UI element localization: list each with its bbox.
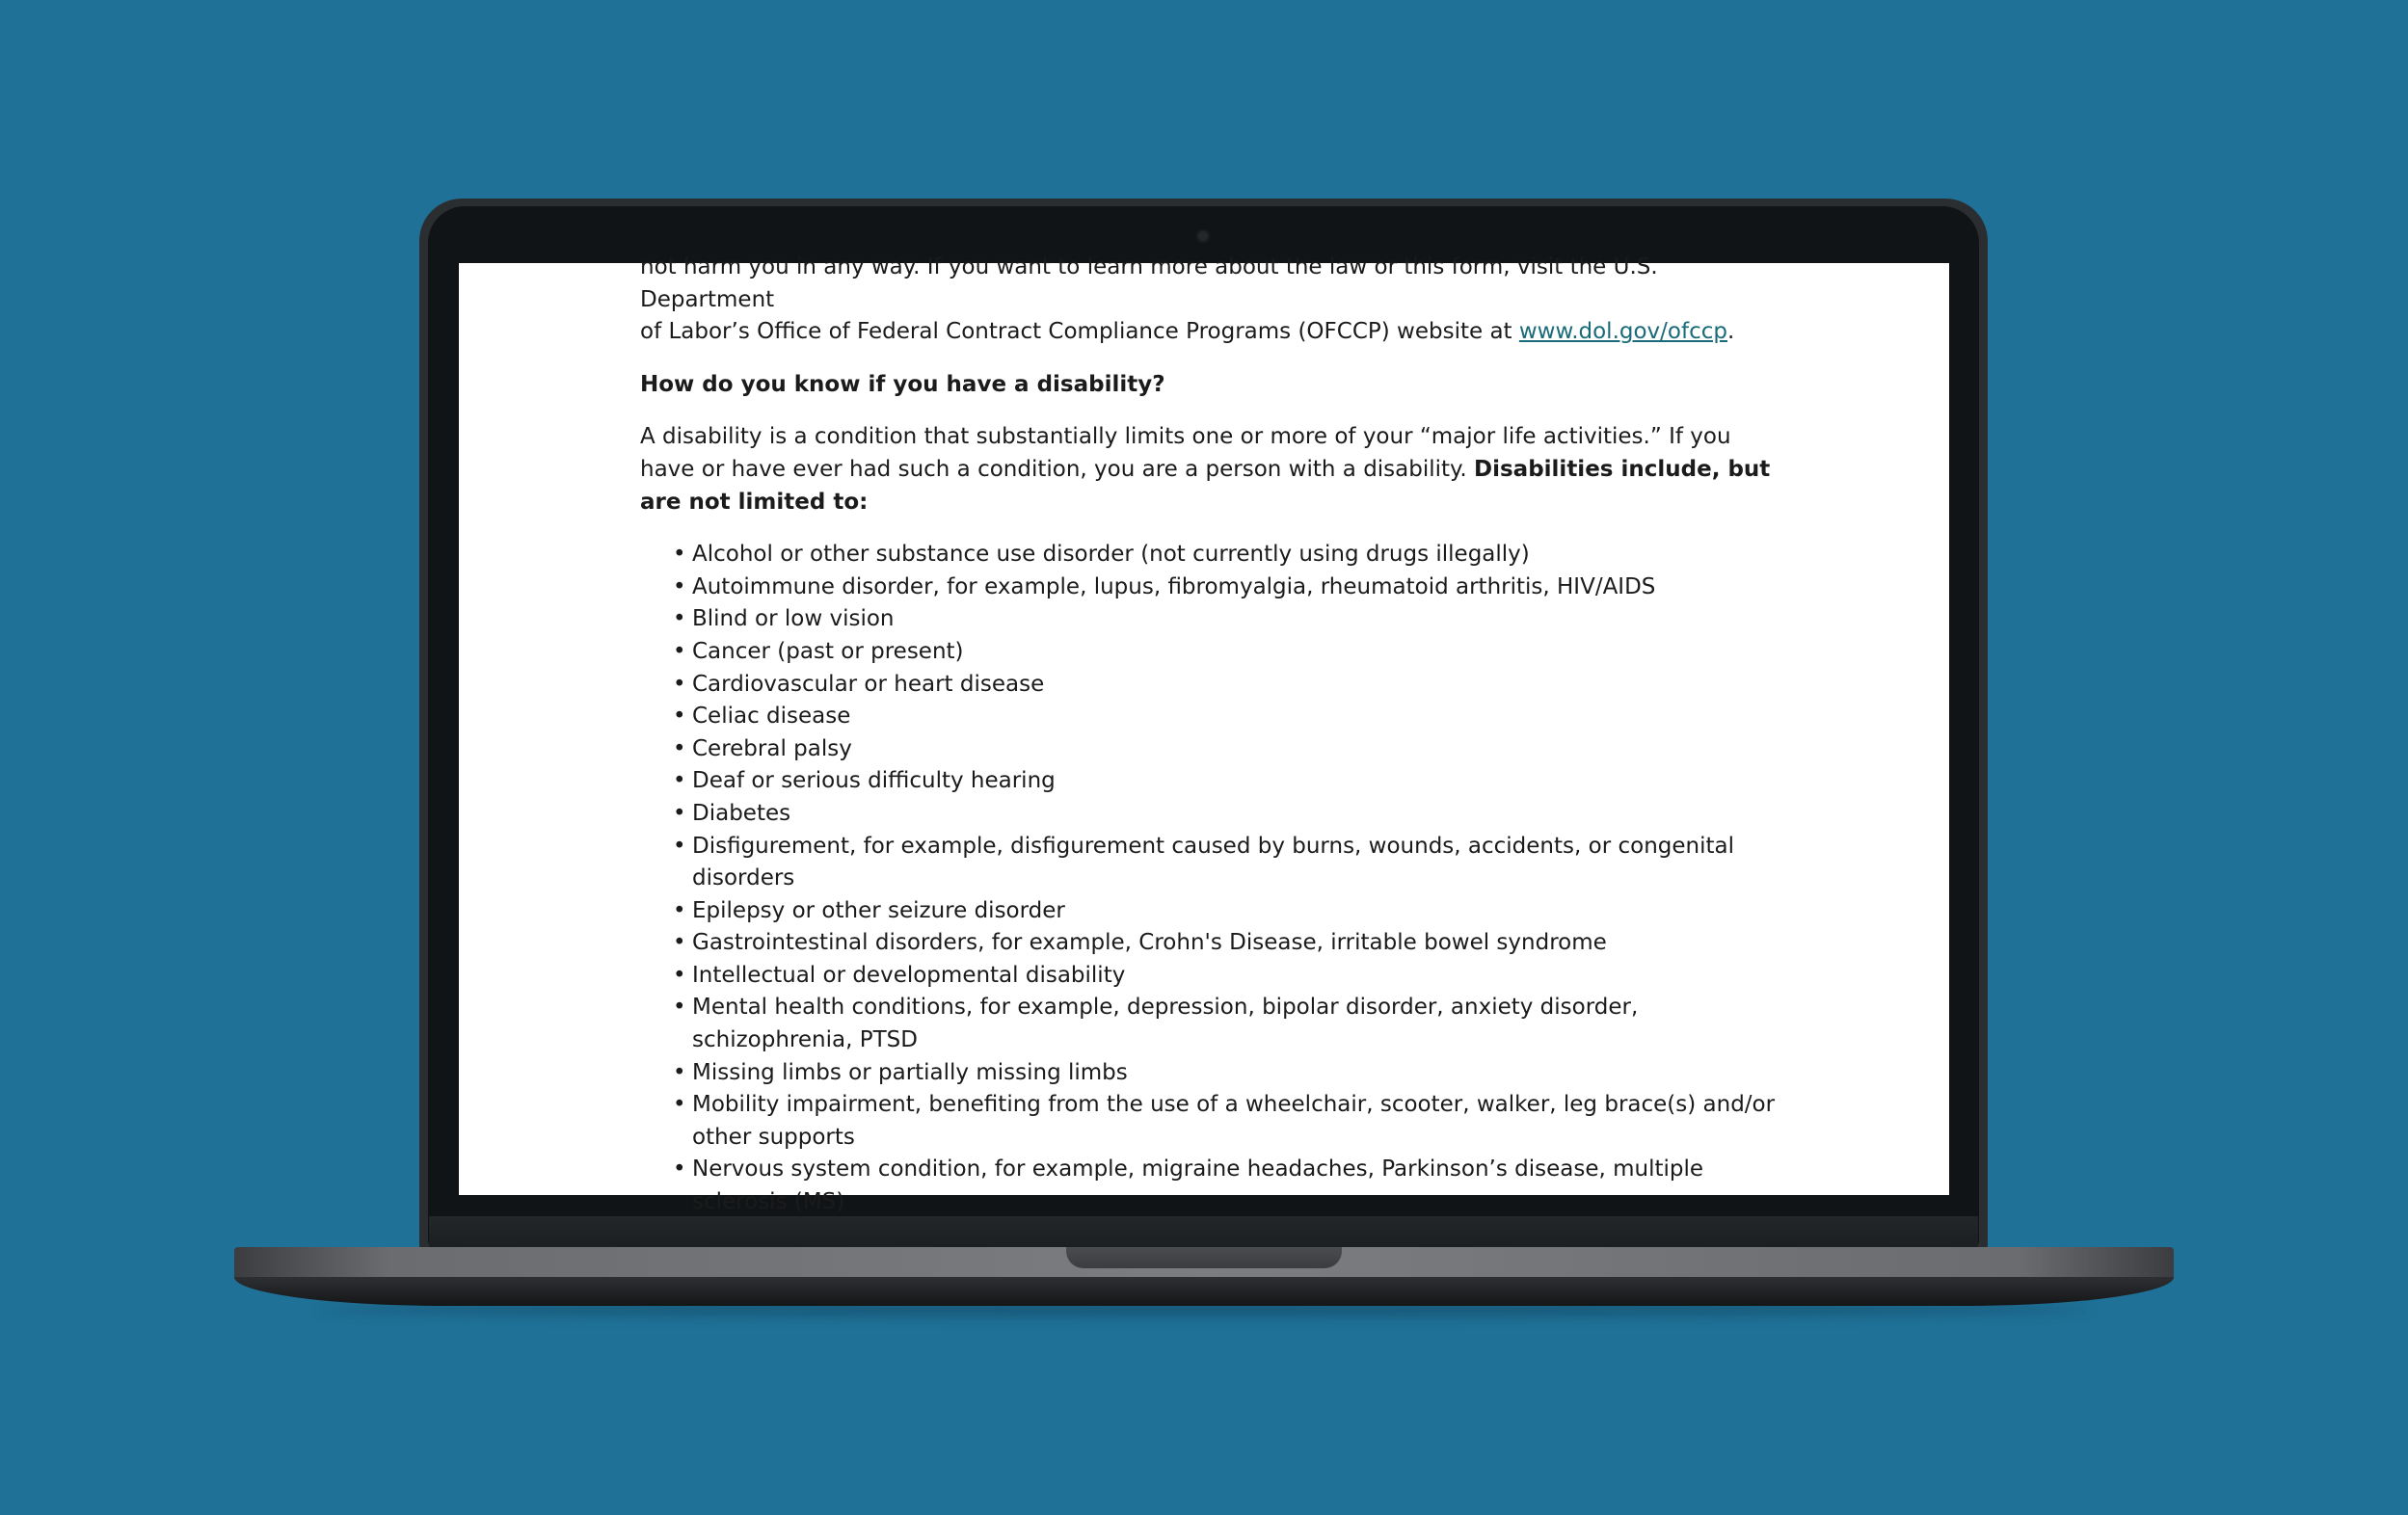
disability-list-item: • Celiac disease bbox=[692, 701, 1778, 733]
disability-list-item: • Alcohol or other substance use disorder (not currently using drugs illegally) bbox=[692, 539, 1778, 571]
disability-list-item: • Cancer (past or present) bbox=[692, 636, 1778, 669]
disability-list-item: • Diabetes bbox=[692, 798, 1778, 831]
disability-list-item: • Cerebral palsy bbox=[692, 733, 1778, 766]
definition-paragraph bbox=[640, 421, 1778, 518]
section-heading: How do you know if you have a disability? bbox=[640, 371, 1165, 397]
definition-text: A disability is a condition that substantially limits one or more of your “major life activities.” If you have or have ever had such a condition, you are a person with a disability. bbox=[640, 424, 1731, 482]
ofccp-link[interactable]: www.dol.gov/ofccp bbox=[1518, 319, 1727, 345]
disability-list-item: • Cardiovascular or heart disease bbox=[692, 669, 1778, 702]
intro-paragraph bbox=[640, 252, 1778, 349]
intro-line-2: of Labor’s Office of Federal Contract Compliance Programs (OFCCP) website at bbox=[640, 319, 1519, 345]
intro-line-1: not harm you in any way. If you want to learn more about the law or this form, visit the U.S. Department bbox=[640, 254, 1658, 312]
intro-line-2-end: . bbox=[1726, 319, 1735, 345]
disability-list bbox=[640, 539, 1778, 1218]
laptop-notch bbox=[1066, 1247, 1342, 1268]
camera-icon bbox=[1198, 231, 1208, 241]
disability-list-item: • Epilepsy or other seizure disorder bbox=[692, 895, 1778, 928]
laptop-screen bbox=[459, 254, 1949, 1215]
laptop-base-bottom bbox=[234, 1277, 2174, 1306]
disability-list-item: • Disfigurement, for example, disfigurement caused by burns, wounds, accidents, or congenital disorders bbox=[692, 831, 1778, 895]
disability-list-item: • Autoimmune disorder, for example, lupus, fibromyalgia, rheumatoid arthritis, HIV/AIDS bbox=[692, 571, 1778, 604]
disability-list-item: • Mental health conditions, for example, depression, bipolar disorder, anxiety disorder, schizophrenia, PTSD bbox=[692, 992, 1778, 1056]
disability-list-item: • Mobility impairment, benefiting from the use of a wheelchair, scooter, walker, leg brace(s) and/or other supports bbox=[692, 1089, 1778, 1154]
disability-list-item: • Nervous system condition, for example, migraine headaches, Parkinson’s disease, multiple sclerosis (MS) bbox=[692, 1154, 1778, 1218]
laptop-hinge bbox=[429, 1216, 1978, 1247]
disability-list-item: • Gastrointestinal disorders, for example, Crohn's Disease, irritable bowel syndrome bbox=[692, 927, 1778, 960]
form-document bbox=[640, 252, 1778, 1219]
disability-list-item: • Missing limbs or partially missing limbs bbox=[692, 1057, 1778, 1090]
disability-list-item: • Intellectual or developmental disability bbox=[692, 960, 1778, 993]
disability-list-item: • Blind or low vision bbox=[692, 603, 1778, 636]
definition-bold: Disabilities include, but are not limited to: bbox=[640, 456, 1771, 515]
disability-list-item: • Deaf or serious difficulty hearing bbox=[692, 765, 1778, 798]
